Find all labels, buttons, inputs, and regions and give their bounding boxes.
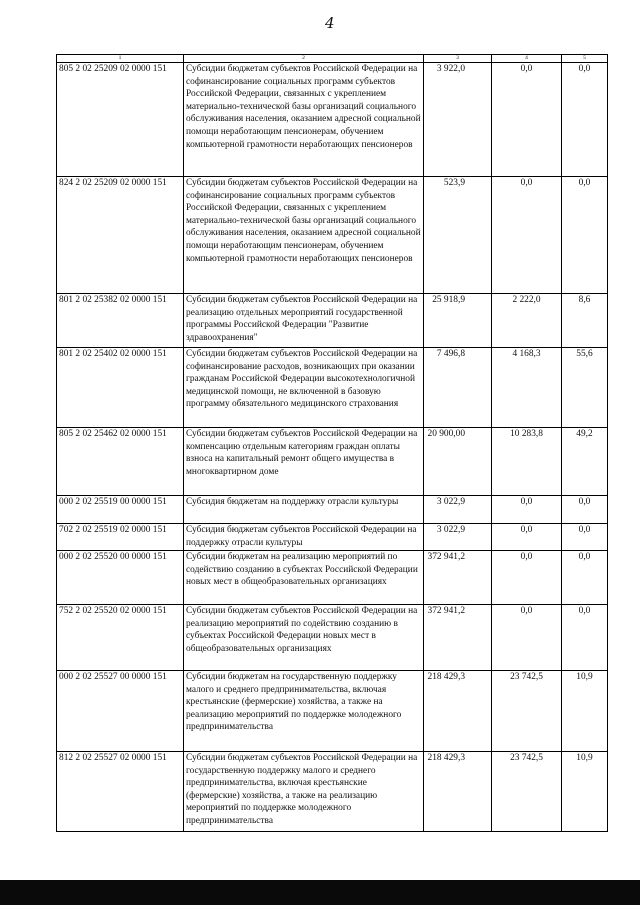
actual-amount: 0,0 <box>492 551 562 605</box>
execution-percent: 0,0 <box>562 551 608 605</box>
execution-percent: 10,9 <box>562 752 608 832</box>
actual-amount: 0,0 <box>492 496 562 524</box>
budget-code: 702 2 02 25519 02 0000 151 <box>57 524 184 551</box>
income-description: Субсидии бюджетам на реализацию мероприятий по содействию созданию в субъектах Российской Федерации новых мест в общеобразовательных организациях <box>184 551 424 605</box>
actual-amount: 0,0 <box>492 63 562 177</box>
actual-amount: 2 222,0 <box>492 294 562 348</box>
table-row <box>57 348 608 428</box>
page-number: 4 <box>325 14 335 32</box>
planned-amount: 372 941,2 <box>424 551 492 605</box>
budget-code: 801 2 02 25382 02 0000 151 <box>57 294 184 348</box>
execution-percent: 8,6 <box>562 294 608 348</box>
execution-percent: 0,0 <box>562 63 608 177</box>
actual-amount: 23 742,5 <box>492 752 562 832</box>
table-row <box>57 428 608 496</box>
execution-percent: 55,6 <box>562 348 608 428</box>
actual-amount: 4 168,3 <box>492 348 562 428</box>
budget-code: 805 2 02 25462 02 0000 151 <box>57 428 184 496</box>
budget-code: 812 2 02 25527 02 0000 151 <box>57 752 184 832</box>
column-number: 4 <box>492 55 562 63</box>
planned-amount: 20 900,00 <box>424 428 492 496</box>
column-number: 3 <box>424 55 492 63</box>
column-number-header <box>57 55 608 63</box>
execution-percent: 0,0 <box>562 177 608 294</box>
income-description: Субсидии бюджетам субъектов Российской Федерации на компенсацию отдельным категориям граждан оплаты взноса на капитальный ремонт общего имущества в многоквартирном доме <box>184 428 424 496</box>
table-row <box>57 177 608 294</box>
budget-table <box>56 54 608 832</box>
income-description: Субсидии бюджетам на государственную поддержку малого и среднего предпринимательства, включая крестьянские (фермерские) хозяйства, а также на реализацию мероприятий по поддержке молодежного предпринимательства <box>184 671 424 752</box>
budget-code: 752 2 02 25520 02 0000 151 <box>57 605 184 671</box>
income-description: Субсидии бюджетам субъектов Российской Федерации на реализацию отдельных мероприятий государственной программы Российской Федерации "Развитие здравоохранения" <box>184 294 424 348</box>
scan-edge-bar <box>0 880 640 905</box>
execution-percent: 0,0 <box>562 496 608 524</box>
income-description: Субсидии бюджетам субъектов Российской Федерации на софинансирование социальных программ субъектов Российской Федерации, связанных с укреплением материально-технической базы организаций социального обслуживания населения, оказанием адресной социальной помощи неработающим пенсионерам, обучением компьютерной грамотности неработающих пенсионеров <box>184 177 424 294</box>
table-row <box>57 496 608 524</box>
execution-percent: 0,0 <box>562 524 608 551</box>
income-description: Субсидии бюджетам субъектов Российской Федерации на реализацию мероприятий по содействию созданию в субъектах Российской Федерации новых мест в общеобразовательных организациях <box>184 605 424 671</box>
execution-percent: 10,9 <box>562 671 608 752</box>
planned-amount: 218 429,3 <box>424 752 492 832</box>
income-description: Субсидии бюджетам субъектов Российской Федерации на софинансирование социальных программ субъектов Российской Федерации, связанных с укреплением материально-технической базы организаций социального обслуживания населения, оказанием адресной социальной помощи неработающим пенсионерам, обучением компьютерной грамотности неработающих пенсионеров <box>184 63 424 177</box>
planned-amount: 3 922,0 <box>424 63 492 177</box>
planned-amount: 3 022,9 <box>424 524 492 551</box>
table-row <box>57 294 608 348</box>
actual-amount: 23 742,5 <box>492 671 562 752</box>
planned-amount: 7 496,8 <box>424 348 492 428</box>
planned-amount: 372 941,2 <box>424 605 492 671</box>
table-row <box>57 524 608 551</box>
column-number: 1 <box>57 55 184 63</box>
actual-amount: 0,0 <box>492 524 562 551</box>
budget-code: 801 2 02 25402 02 0000 151 <box>57 348 184 428</box>
budget-code: 000 2 02 25520 00 0000 151 <box>57 551 184 605</box>
income-description: Субсидии бюджетам субъектов Российской Федерации на государственную поддержку малого и среднего предпринимательства, включая крестьянские (фермерские) хозяйства, а также на реализацию мероприятий по поддержке молодежного предпринимательства <box>184 752 424 832</box>
table-row <box>57 605 608 671</box>
budget-code: 824 2 02 25209 02 0000 151 <box>57 177 184 294</box>
table-row <box>57 551 608 605</box>
planned-amount: 523,9 <box>424 177 492 294</box>
budget-code: 000 2 02 25519 00 0000 151 <box>57 496 184 524</box>
budget-code: 805 2 02 25209 02 0000 151 <box>57 63 184 177</box>
execution-percent: 49,2 <box>562 428 608 496</box>
table-row <box>57 752 608 832</box>
actual-amount: 0,0 <box>492 177 562 294</box>
planned-amount: 25 918,9 <box>424 294 492 348</box>
table-row <box>57 671 608 752</box>
income-description: Субсидии бюджетам субъектов Российской Федерации на софинансирование расходов, возникающих при оказании гражданам Российской Федерации высокотехнологичной медицинской помощи, не включенной в базовую программу обязательного медицинского страхования <box>184 348 424 428</box>
actual-amount: 10 283,8 <box>492 428 562 496</box>
execution-percent: 0,0 <box>562 605 608 671</box>
budget-code: 000 2 02 25527 00 0000 151 <box>57 671 184 752</box>
planned-amount: 218 429,3 <box>424 671 492 752</box>
table-row <box>57 63 608 177</box>
income-description: Субсидия бюджетам на поддержку отрасли культуры <box>184 496 424 524</box>
income-description: Субсидия бюджетам субъектов Российской Федерации на поддержку отрасли культуры <box>184 524 424 551</box>
actual-amount: 0,0 <box>492 605 562 671</box>
column-number: 5 <box>562 55 608 63</box>
planned-amount: 3 022,9 <box>424 496 492 524</box>
column-number: 2 <box>184 55 424 63</box>
